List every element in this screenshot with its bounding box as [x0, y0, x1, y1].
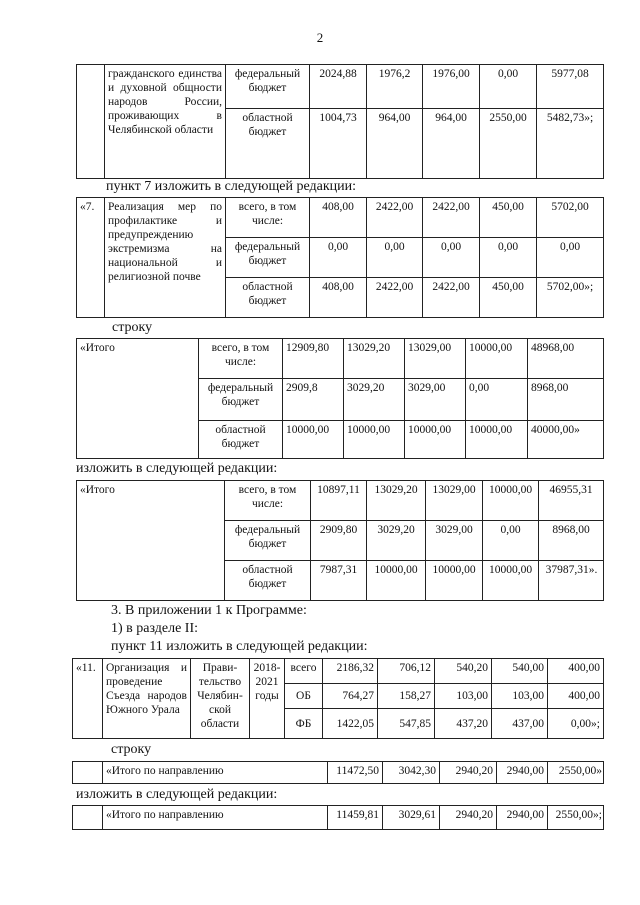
instruction-text: строку [112, 320, 153, 335]
value-cell: 2422,00 [423, 278, 480, 318]
value-cell: 10000,00 [466, 421, 528, 459]
source-cell: областной бюджет [226, 278, 310, 318]
item-name: Реализация мер по профилактике и предупреждению экстремизма на национальной и религиозной почве [105, 198, 226, 318]
num-cell [73, 762, 103, 784]
value-cell: 0,00 [483, 521, 539, 561]
source-cell: ОБ [285, 684, 323, 709]
value-cell: 13029,00 [426, 481, 483, 521]
value-cell: 540,20 [435, 659, 492, 684]
value-cell: 11472,50 [328, 762, 383, 784]
value-cell: 8968,00 [539, 521, 604, 561]
value-cell: 10000,00 [466, 339, 528, 379]
source-cell: всего, в том числе: [225, 481, 311, 521]
value-cell: 540,00 [492, 659, 548, 684]
executor-cell: Прави-тельство Челябин-ской области [191, 659, 250, 739]
value-cell: 13029,20 [344, 339, 405, 379]
source-cell: федеральный бюджет [226, 65, 310, 109]
item-name: «Итого [77, 481, 225, 601]
value-cell: 2422,00 [367, 278, 423, 318]
value-cell: 0,00 [423, 238, 480, 278]
value-cell: 2909,80 [311, 521, 367, 561]
instruction-text: изложить в следующей редакции: [76, 461, 278, 476]
value-cell: 2550,00 [480, 109, 537, 179]
value-cell: 10000,00 [483, 481, 539, 521]
value-cell: 2186,32 [323, 659, 378, 684]
value-cell: 0,00»; [548, 709, 604, 739]
value-cell: 408,00 [310, 198, 367, 238]
value-cell: 1422,05 [323, 709, 378, 739]
item-name: «Итого [77, 339, 199, 459]
value-cell: 408,00 [310, 278, 367, 318]
value-cell: 437,20 [435, 709, 492, 739]
value-cell: 2909,8 [283, 379, 344, 421]
source-cell: всего, в том числе: [199, 339, 283, 379]
value-cell: 0,00 [310, 238, 367, 278]
value-cell: 400,00 [548, 659, 604, 684]
value-cell: 1976,00 [423, 65, 480, 109]
value-cell: 764,27 [323, 684, 378, 709]
value-cell: 158,27 [378, 684, 435, 709]
value-cell: 3029,20 [367, 521, 426, 561]
instruction-text: пункт 7 изложить в следующей редакции: [106, 179, 356, 194]
value-cell: 2550,00»; [548, 806, 604, 830]
instruction-text: изложить в следующей редакции: [76, 787, 278, 802]
num-cell [73, 806, 103, 830]
value-cell: 37987,31». [539, 561, 604, 601]
source-cell: ФБ [285, 709, 323, 739]
total-table-new [76, 480, 604, 601]
value-cell: 3029,61 [383, 806, 440, 830]
num-cell [77, 65, 105, 179]
value-cell: 40000,00» [528, 421, 604, 459]
value-cell: 1004,73 [310, 109, 367, 179]
source-cell: областной бюджет [199, 421, 283, 459]
value-cell: 547,85 [378, 709, 435, 739]
value-cell: 0,00 [466, 379, 528, 421]
num-cell: «11. [73, 659, 103, 739]
value-cell: 450,00 [480, 198, 537, 238]
value-cell: 10000,00 [367, 561, 426, 601]
value-cell: 400,00 [548, 684, 604, 709]
value-cell: 12909,80 [283, 339, 344, 379]
direction-total-new [72, 805, 604, 830]
value-cell: 0,00 [480, 65, 537, 109]
value-cell: 13029,00 [405, 339, 466, 379]
value-cell: 3042,30 [383, 762, 440, 784]
source-cell: всего, в том числе: [226, 198, 310, 238]
value-cell: 0,00 [367, 238, 423, 278]
value-cell: 5977,08 [537, 65, 604, 109]
source-cell: федеральный бюджет [226, 238, 310, 278]
program-table-2 [76, 197, 604, 318]
value-cell: 2940,20 [440, 762, 497, 784]
value-cell: 48968,00 [528, 339, 604, 379]
value-cell: 3029,00 [426, 521, 483, 561]
page-number: 2 [316, 30, 324, 45]
value-cell: 5482,73»; [537, 109, 604, 179]
value-cell: 10000,00 [483, 561, 539, 601]
value-cell: 10000,00 [283, 421, 344, 459]
value-cell: 7987,31 [311, 561, 367, 601]
section-heading: 3. В приложении 1 к Программе: [111, 603, 307, 618]
value-cell: 2940,20 [440, 806, 497, 830]
item-name: «Итого по направлению [103, 762, 328, 784]
value-cell: 3029,00 [405, 379, 466, 421]
value-cell: 2940,00 [497, 806, 548, 830]
item-name: гражданского единства и духовной общности народов России, проживающих в Челябинской области [105, 65, 226, 179]
value-cell: 2550,00» [548, 762, 604, 784]
source-cell: областной бюджет [226, 109, 310, 179]
value-cell: 706,12 [378, 659, 435, 684]
program-table-11 [72, 658, 604, 739]
section-heading: 1) в разделе II: [111, 621, 199, 636]
num-cell: «7. [77, 198, 105, 318]
value-cell: 0,00 [537, 238, 604, 278]
value-cell: 964,00 [367, 109, 423, 179]
item-name: «Итого по направлению [103, 806, 328, 830]
source-cell: федеральный бюджет [199, 379, 283, 421]
value-cell: 13029,20 [367, 481, 426, 521]
value-cell: 5702,00 [537, 198, 604, 238]
value-cell: 8968,00 [528, 379, 604, 421]
source-cell: всего [285, 659, 323, 684]
value-cell: 450,00 [480, 278, 537, 318]
value-cell: 103,00 [492, 684, 548, 709]
source-cell: федеральный бюджет [225, 521, 311, 561]
value-cell: 10000,00 [426, 561, 483, 601]
value-cell: 46955,31 [539, 481, 604, 521]
value-cell: 10000,00 [405, 421, 466, 459]
value-cell: 2024,88 [310, 65, 367, 109]
instruction-text: пункт 11 изложить в следующей редакции: [111, 639, 368, 654]
source-cell: областной бюджет [225, 561, 311, 601]
value-cell: 10897,11 [311, 481, 367, 521]
value-cell: 11459,81 [328, 806, 383, 830]
value-cell: 2422,00 [423, 198, 480, 238]
direction-total-old [72, 761, 604, 784]
value-cell: 437,00 [492, 709, 548, 739]
value-cell: 1976,2 [367, 65, 423, 109]
years-cell: 2018-2021 годы [250, 659, 285, 739]
value-cell: 2422,00 [367, 198, 423, 238]
value-cell: 964,00 [423, 109, 480, 179]
value-cell: 10000,00 [344, 421, 405, 459]
value-cell: 3029,20 [344, 379, 405, 421]
instruction-text: строку [111, 742, 152, 757]
total-table-old [76, 338, 604, 459]
item-name: Организация и проведение Съезда народов Южного Урала [103, 659, 191, 739]
value-cell: 103,00 [435, 684, 492, 709]
program-table-1 [76, 64, 604, 179]
value-cell: 0,00 [480, 238, 537, 278]
value-cell: 5702,00»; [537, 278, 604, 318]
value-cell: 2940,00 [497, 762, 548, 784]
